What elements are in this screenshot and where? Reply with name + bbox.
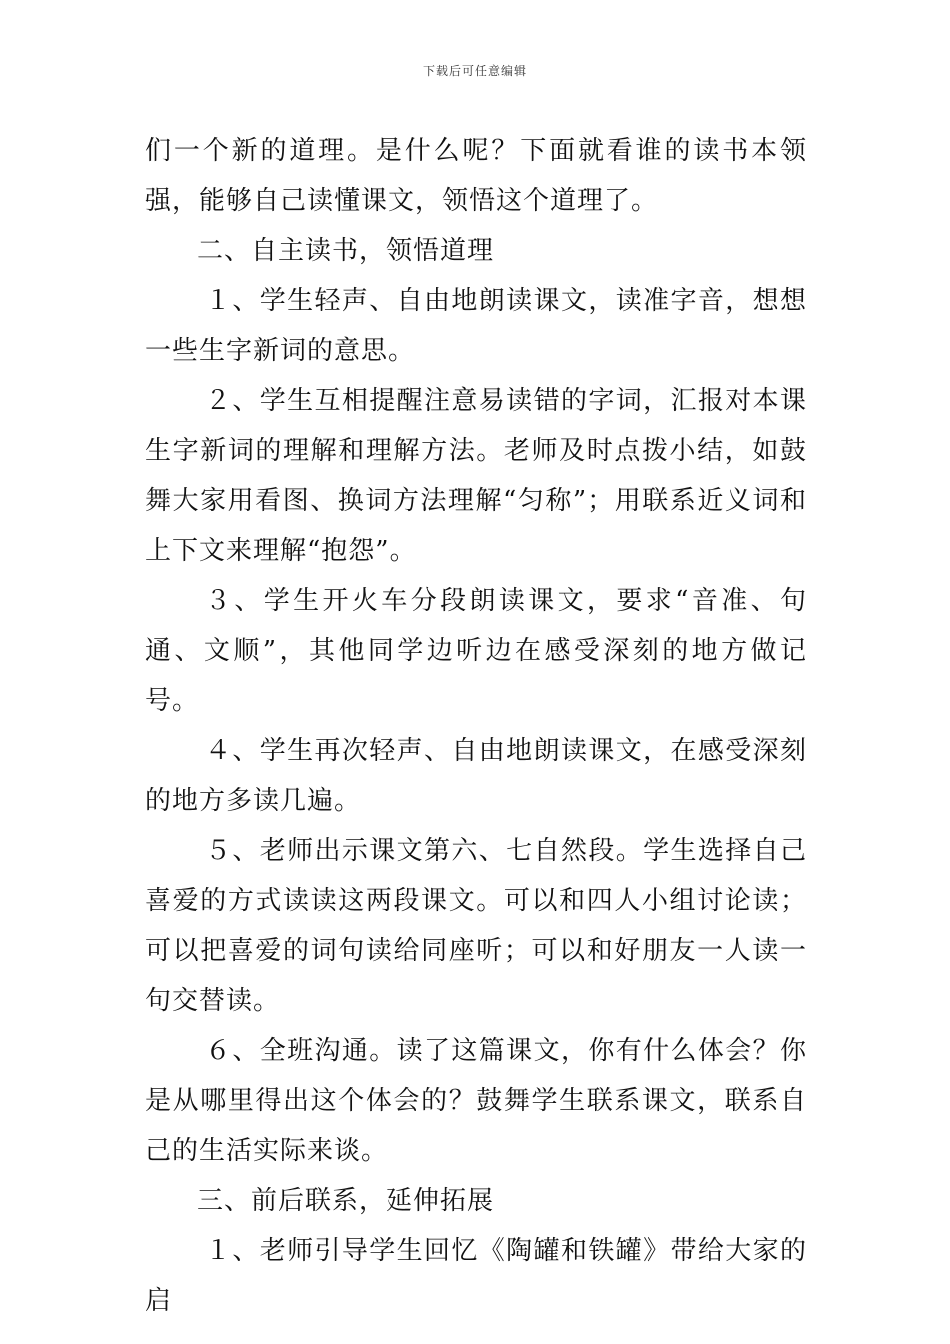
list-item-2: ２、学生互相提醒注意易读错的字词，汇报对本课生字新词的理解和理解方法。老师及时点拨小结，如鼓舞大家用看图、换词方法理解“匀称”；用联系近义词和上下文来理解“抱怨”。 xyxy=(145,386,807,566)
list-item-1: １、学生轻声、自由地朗读课文，读准字音，想想一些生字新词的意思。 xyxy=(145,286,807,366)
section-heading-2: 二、自主读书，领悟道理 xyxy=(197,236,495,266)
list-item-3: ３、学生开火车分段朗读课文，要求“音准、句通、文顺”，其他同学边听边在感受深刻的地方做记号。 xyxy=(145,586,807,716)
paragraph-continuation: 们一个新的道理。是什么呢？下面就看谁的读书本领强，能够自己读懂课文，领悟这个道理了。 xyxy=(145,136,807,216)
list-item-4: ４、学生再次轻声、自由地朗读课文，在感受深刻的地方多读几遍。 xyxy=(145,736,807,816)
page-header: 下载后可任意编辑 xyxy=(422,64,527,78)
document-body xyxy=(145,126,807,1326)
list-item-6: ６、全班沟通。读了这篇课文，你有什么体会？你是从哪里得出这个体会的？鼓舞学生联系课文，联系自己的生活实际来谈。 xyxy=(145,1036,807,1166)
list-item-1-section-3: １、老师引导学生回忆《陶罐和铁罐》带给大家的启 xyxy=(145,1236,807,1316)
section-heading-3: 三、前后联系，延伸拓展 xyxy=(197,1186,495,1216)
list-item-5: ５、老师出示课文第六、七自然段。学生选择自己喜爱的方式读读这两段课文。可以和四人小组讨论读；可以把喜爱的词句读给同座听；可以和好朋友一人读一句交替读。 xyxy=(145,836,807,1016)
